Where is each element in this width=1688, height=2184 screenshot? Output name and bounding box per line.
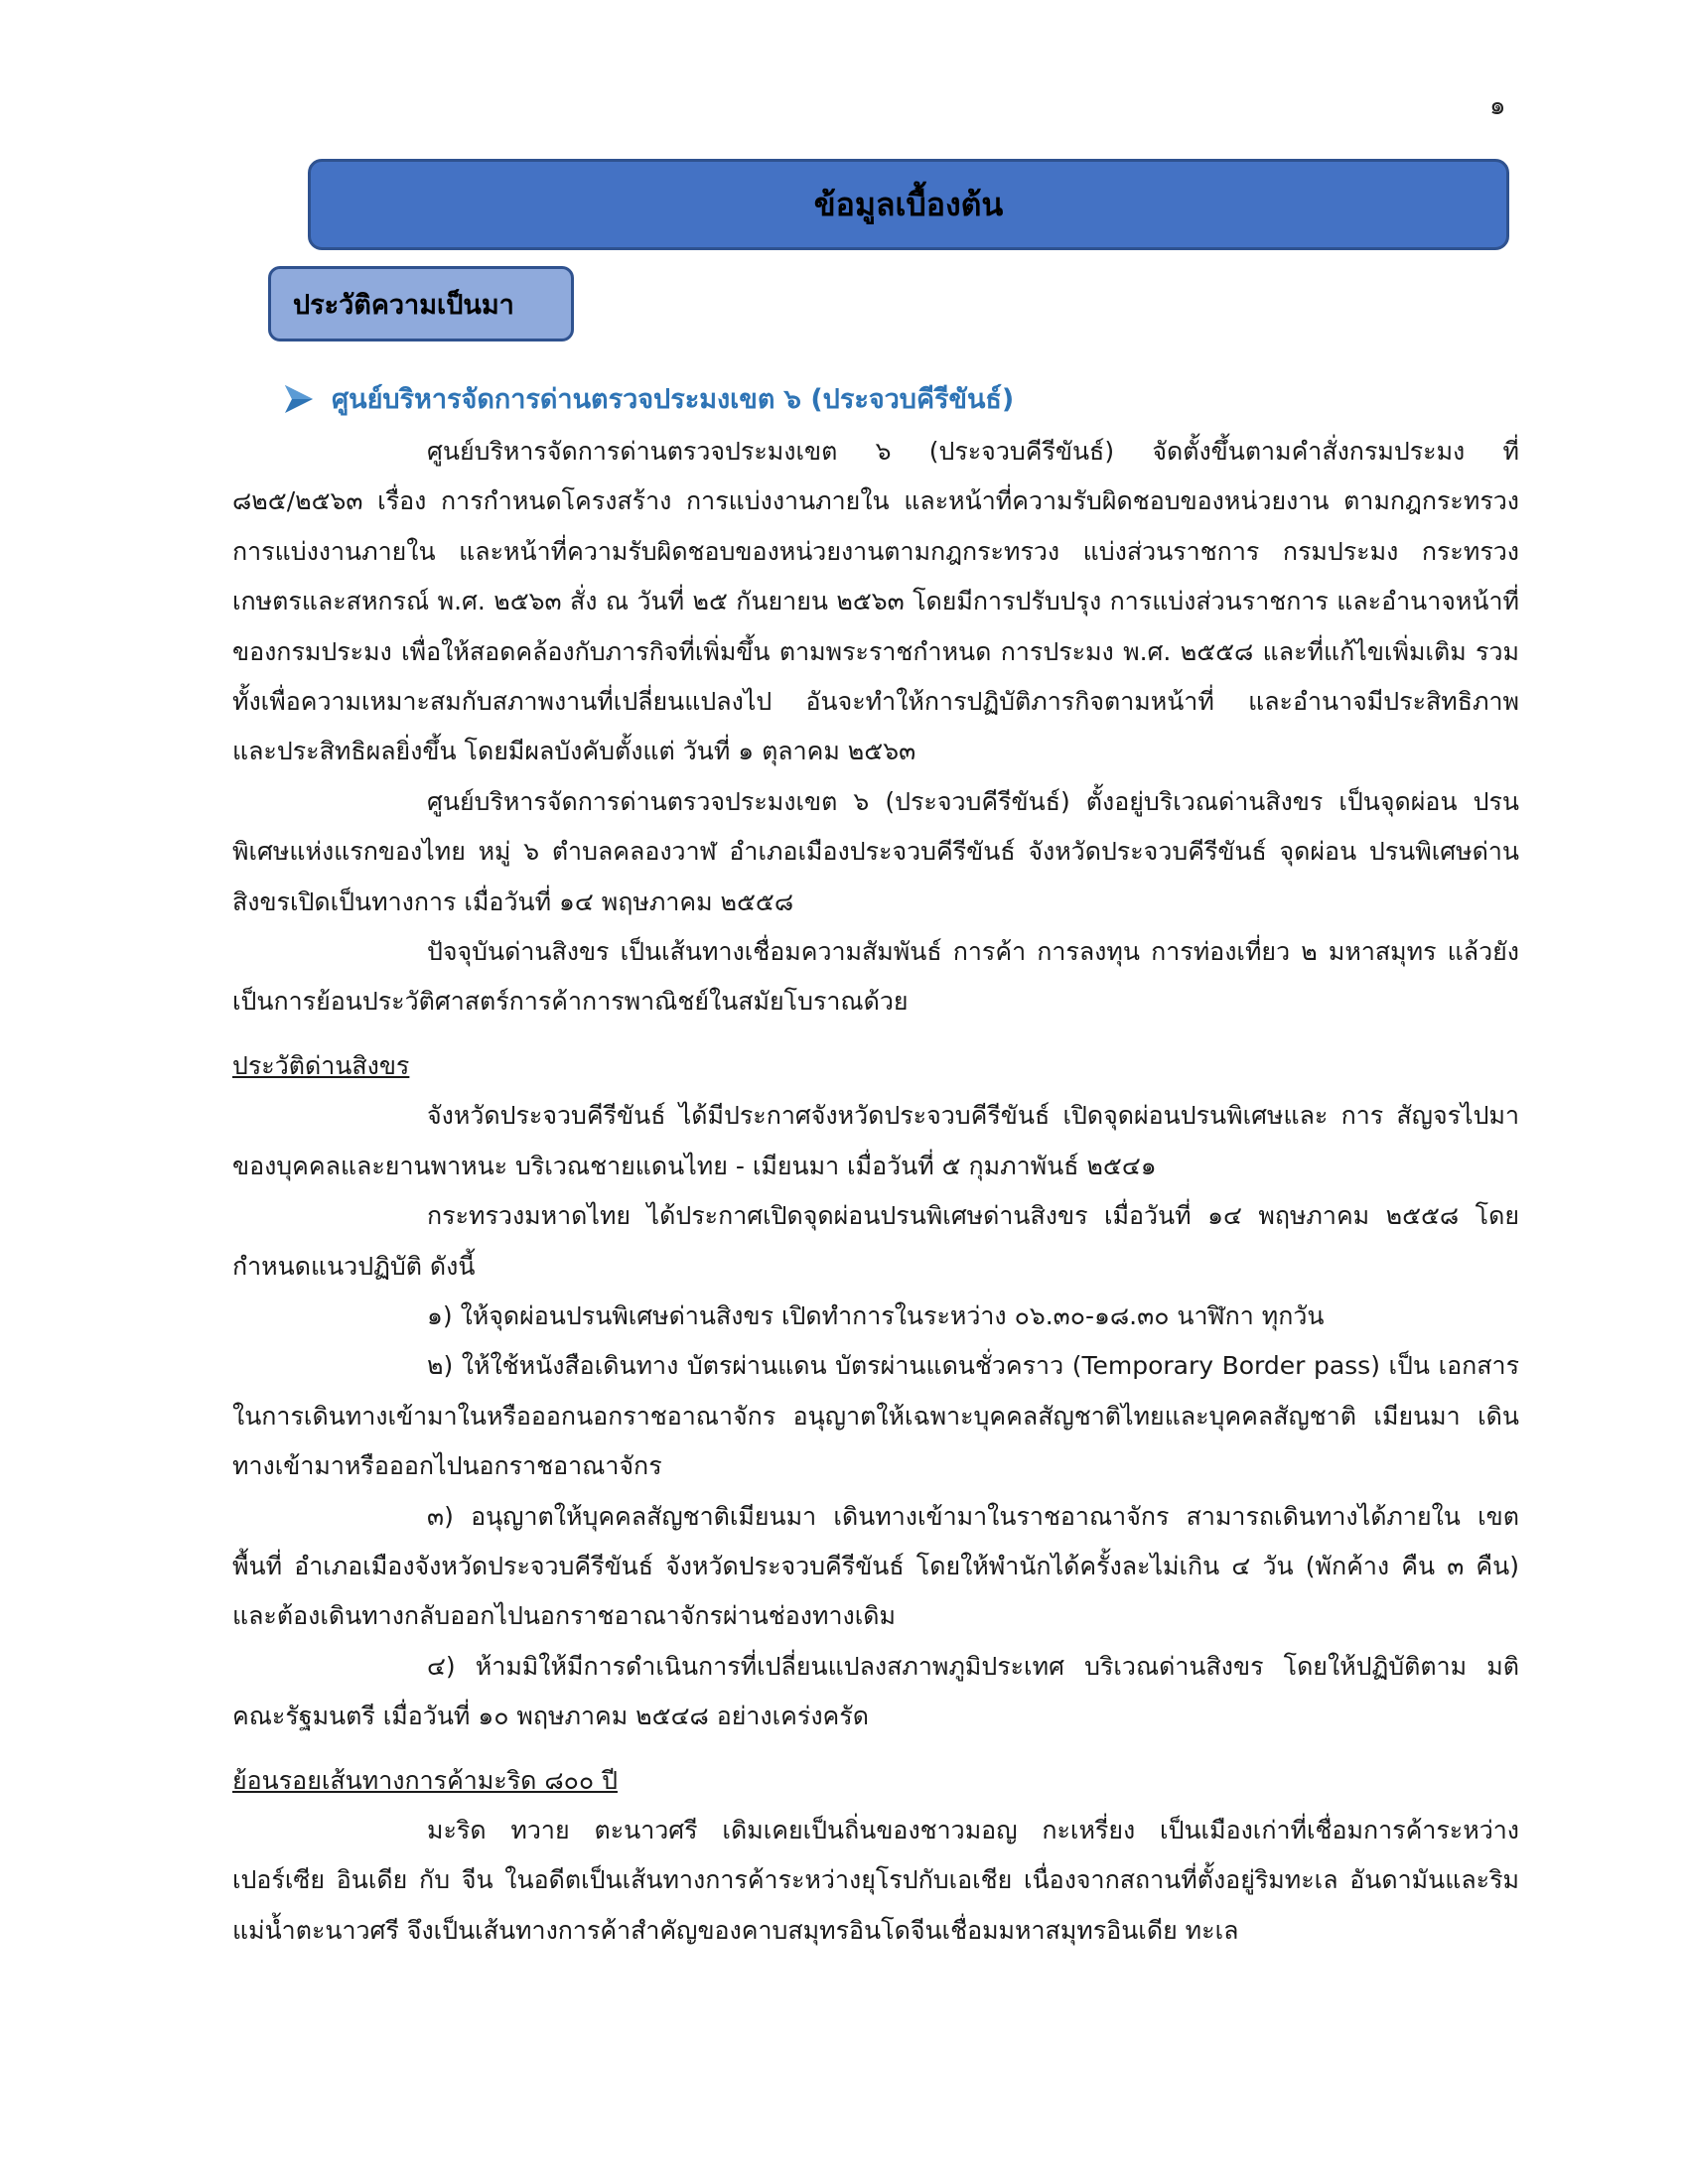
list-item: ๑) ให้จุดผ่อนปรนพิเศษด่านสิงขร เปิดทำการในระหว่าง ๐๖.๓๐-๑๘.๓๐ นาฬิกา ทุกวัน [427,1300,1325,1330]
document-body [232,427,1519,1956]
paragraph: ศูนย์บริหารจัดการด่านตรวจประมงเขต ๖ (ประจวบคีรีขันธ์) จัดตั้งขึ้นตามคำสั่งกรมประมง ที่ ๘๒๕/๒๕๖๓ เรื่อง การกำหนดโครงสร้าง การแบ่งงานภายใน และหน้าที่ความรับผิดชอบของหน่วยงาน ตามกฎกระทรวง การแบ่งงานภายใน และหน้าที่ความรับผิดชอบของหน่วยงานตามกฎกระทรวง แบ่งส่วนราชการ กรมประมง กระทรวงเกษตรและสหกรณ์ พ.ศ. ๒๕๖๓ สั่ง ณ วันที่ ๒๕ กันยายน ๒๕๖๓ โดยมีการปรับปรุง การแบ่งส่วนราชการ และอำนาจหน้าที่ของกรมประมง เพื่อให้สอดคล้องกับภารกิจที่เพิ่มขึ้น ตามพระราชกำหนด การประมง พ.ศ. ๒๕๕๘ และที่แก้ไขเพิ่มเติม รวมทั้งเพื่อความเหมาะสมกับสภาพงานที่เปลี่ยนแปลงไป อันจะทำให้การปฏิบัติภารกิจตามหน้าที่ และอำนาจมีประสิทธิภาพ และประสิทธิผลยิ่งขึ้น โดยมีผลบังคับตั้งแต่ วันที่ ๑ ตุลาคม ๒๕๖๓ [232,437,1519,766]
paragraph: มะริด ทวาย ตะนาวศรี เดิมเคยเป็นถิ่นของชาวมอญ กะเหรี่ยง เป็นเมืองเก่าที่เชื่อมการค้าระหว่าง เปอร์เซีย อินเดีย กับ จีน ในอดีตเป็นเส้นทางการค้าระหว่างยุโรปกับเอเชีย เนื่องจากสถานที่ตั้งอยู่ริมทะเล อันดามันและริมแม่น้ำตะนาวศรี จึงเป็นเส้นทางการค้าสำคัญของคาบสมุทรอินโดจีนเชื่อมมหาสมุทรอินเดีย ทะเล [232,1815,1519,1945]
page-number: ๑ [1489,91,1506,121]
arrow-bullet-icon [282,382,316,416]
section-label: ประวัติความเป็นมา [293,289,514,321]
title-banner [308,159,1509,250]
banner-title: ข้อมูลเบื้องต้น [813,185,1004,223]
paragraph: ศูนย์บริหารจัดการด่านตรวจประมงเขต ๖ (ประจวบคีรีขันธ์) ตั้งอยู่บริเวณด่านสิงขร เป็นจุดผ่อน ปรนพิเศษแห่งแรกของไทย หมู่ ๖ ตำบลคลองวาฬ อำเภอเมืองประจวบคีรีขันธ์ จังหวัดประจวบคีรีขันธ์ จุดผ่อน ปรนพิเศษด่านสิงขรเปิดเป็นทางการ เมื่อวันที่ ๑๔ พฤษภาคม ๒๕๕๘ [232,786,1519,916]
list-item: ๒) ให้ใช้หนังสือเดินทาง บัตรผ่านแดน บัตรผ่านแดนชั่วคราว (Temporary Border pass) เป็น เอกสารในการเดินทางเข้ามาในหรือออกนอกราชอาณาจักร อนุญาตให้เฉพาะบุคคลสัญชาติไทยและบุคคลสัญชาติ เมียนมา เดินทางเข้ามาหรือออกไปนอกราชอาณาจักร [232,1351,1519,1481]
section-title-history: ประวัติด่านสิงขร [232,1050,410,1080]
subheading-text: ศูนย์บริหารจัดการด่านตรวจประมงเขต ๖ (ประจวบคีรีขันธ์) [332,384,1015,415]
subheading [282,377,1014,420]
paragraph: ปัจจุบันด่านสิงขร เป็นเส้นทางเชื่อมความสัมพันธ์ การค้า การลงทุน การท่องเที่ยว ๒ มหาสมุทร แล้วยังเป็นการย้อนประวัติศาสตร์การค้าการพาณิชย์ในสมัยโบราณด้วย [232,937,1519,1017]
list-item: ๔) ห้ามมิให้มีการดำเนินการที่เปลี่ยนแปลงสภาพภูมิประเทศ บริเวณด่านสิงขร โดยให้ปฏิบัติตาม มติคณะรัฐมนตรี เมื่อวันที่ ๑๐ พฤษภาคม ๒๕๔๘ อย่างเคร่งครัด [232,1651,1519,1731]
paragraph: กระทรวงมหาดไทย ได้ประกาศเปิดจุดผ่อนปรนพิเศษด่านสิงขร เมื่อวันที่ ๑๔ พฤษภาคม ๒๕๕๘ โดยกำหนดแนวปฏิบัติ ดังนี้ [232,1201,1519,1281]
section-label-box [268,266,574,341]
paragraph: จังหวัดประจวบคีรีขันธ์ ได้มีประกาศจังหวัดประจวบคีรีขันธ์ เปิดจุดผ่อนปรนพิเศษและ การ สัญจรไปมาของบุคคลและยานพาหนะ บริเวณชายแดนไทย - เมียนมา เมื่อวันที่ ๕ กุมภาพันธ์ ๒๕๔๑ [232,1101,1519,1180]
list-item: ๓) อนุญาตให้บุคคลสัญชาติเมียนมา เดินทางเข้ามาในราชอาณาจักร สามารถเดินทางได้ภายใน เขตพื้นที่ อำเภอเมืองจังหวัดประจวบคีรีขันธ์ จังหวัดประจวบคีรีขันธ์ โดยให้พำนักได้ครั้งละไม่เกิน ๔ วัน (พักค้าง คืน ๓ คืน) และต้องเดินทางกลับออกไปนอกราชอาณาจักรผ่านช่องทางเดิม [232,1501,1520,1631]
section-title-trade: ย้อนรอยเส้นทางการค้ามะริด ๘๐๐ ปี [232,1765,618,1795]
